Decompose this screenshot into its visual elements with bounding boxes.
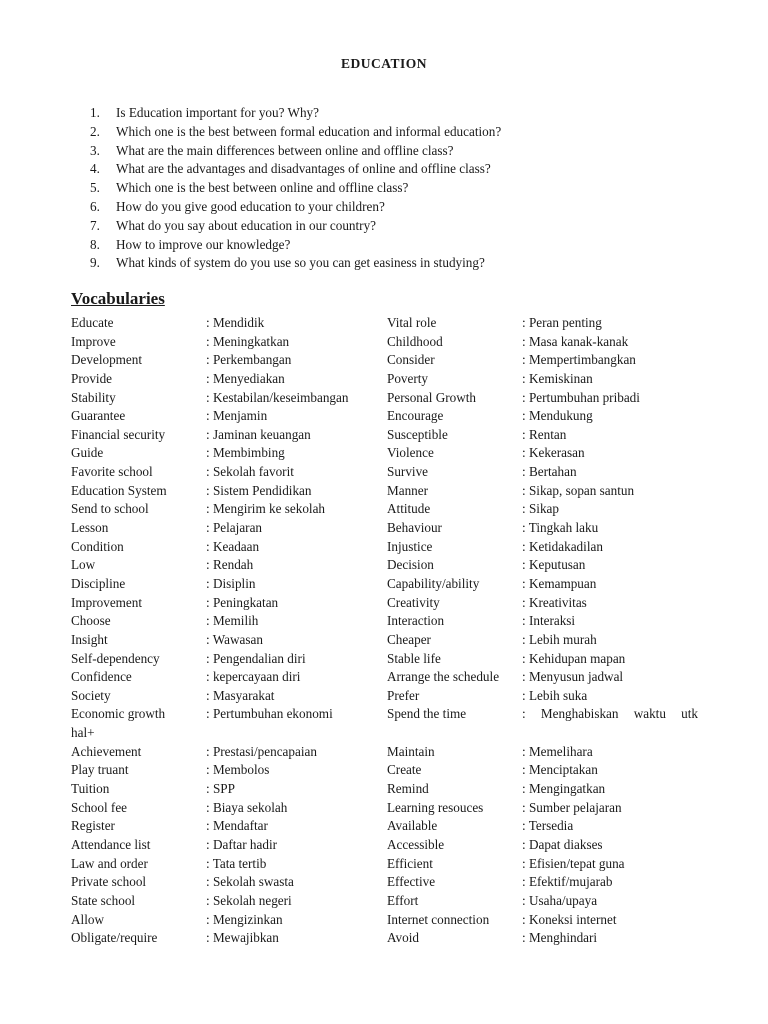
vocab-word: Available [387,818,438,834]
vocab-meaning: : Prestasi/pencapaian [206,743,317,759]
vocab-meaning: : Mendaftar [206,818,268,834]
question-item [90,198,501,217]
vocab-meaning: : Interaksi [522,613,576,629]
vocab-row [71,780,702,799]
vocab-row [71,817,702,836]
question-text: What are the advantages and disadvantages of online and offline class? [116,161,491,177]
vocab-word: Provide [71,370,113,386]
vocab-word: Effort [387,892,419,908]
vocab-row [71,314,702,333]
question-item [90,236,501,255]
vocab-word: Education System [71,482,167,498]
question-text: Is Education important for you? Why? [116,105,320,120]
vocab-word: Financial security [71,426,166,442]
vocab-word: Guarantee [71,408,126,424]
vocab-meaning: : Keadaan [206,538,260,554]
question-text: Which one is the best between formal education and informal education? [116,123,502,139]
vocab-row [71,892,702,911]
question-number: 8. [90,236,100,252]
vocab-word: Achievement [71,743,142,759]
vocab-meaning: : Sistem Pendidikan [206,482,312,498]
vocab-meaning: : Perkembangan [206,352,292,368]
vocab-row [71,650,702,669]
vocab-word: Efficient [387,855,433,871]
vocab-meaning: : Rendah [206,557,254,573]
vocab-meaning: : Meningkatkan [206,333,290,349]
vocab-meaning: : Membimbing [206,445,285,461]
vocab-meaning-continuation: hal+ [71,725,95,741]
vocab-word: Violence [387,445,434,461]
vocab-row [71,855,702,874]
vocab-word: Discipline [71,575,126,591]
vocab-meaning: : Pengendalian diri [206,650,306,666]
question-item [90,104,501,123]
question-text: What are the main differences between online and offline class? [116,142,454,158]
vocab-word: Spend the time [387,706,467,722]
vocab-word: Private school [71,874,147,890]
vocab-row [71,333,702,352]
vocab-row [71,911,702,930]
vocab-row [71,631,702,650]
vocab-row [71,370,702,389]
vocab-meaning: : Kemampuan [522,575,597,591]
vocab-word: Manner [387,482,429,498]
question-number: 4. [90,161,100,177]
vocab-word: Confidence [71,669,132,685]
vocab-word: Development [71,352,143,368]
vocab-meaning: : Sekolah favorit [206,464,294,480]
vocab-meaning: : Ketidakadilan [522,538,603,554]
vocab-meaning: : Masyarakat [206,687,275,703]
vocab-meaning: : Usaha/upaya [522,892,598,908]
vocab-meaning-word: Menghabiskan [540,706,619,722]
vocab-row [71,519,702,538]
vocab-row [71,538,702,557]
vocab-meaning: : Sekolah negeri [206,892,292,908]
vocab-meaning: : Tersedia [522,818,574,834]
vocab-meaning: : Tingkah laku [522,520,599,536]
vocab-row [71,799,702,818]
vocab-meaning: : Kemiskinan [522,370,593,386]
vocab-word: Favorite school [71,464,153,480]
vocab-meaning: : Efisien/tepat guna [522,855,625,871]
vocab-meaning: : Sumber pelajaran [522,799,622,815]
vocab-word: Improvement [71,594,143,610]
vocab-meaning: : Mendidik [206,315,265,330]
vocab-row [71,612,702,631]
vocab-word: Attendance list [71,836,151,852]
question-number: 9. [90,255,100,271]
vocab-word: Avoid [387,930,419,946]
vocab-meaning: : Kekerasan [522,445,585,461]
vocab-word: Injustice [387,538,433,554]
vocab-word: Cheaper [387,631,431,647]
vocab-meaning: : Peran penting [522,315,602,330]
vocab-word: Internet connection [387,911,490,927]
vocab-row [71,556,702,575]
vocab-meaning: : Keputusan [522,557,586,573]
vocab-meaning: : Menciptakan [522,762,598,778]
vocab-meaning: : Pertumbuhan pribadi [522,389,640,405]
vocab-word: Remind [387,781,429,797]
vocab-row [71,687,702,706]
vocab-meaning: : Sekolah swasta [206,874,294,890]
vocab-word: Tuition [71,781,110,797]
document-title: EDUCATION [340,56,427,71]
vocab-meaning: : Koneksi internet [522,911,617,927]
question-item [90,254,501,273]
vocab-word: Obligate/require [71,930,158,946]
vocab-meaning-word: : [522,706,526,722]
vocab-word: Poverty [387,370,429,386]
question-item [90,142,501,161]
vocab-meaning: : Efektif/mujarab [522,874,613,890]
vocab-word: Low [71,557,96,573]
vocab-meaning: : Mendukung [522,408,593,424]
vocab-meaning: : Kehidupan mapan [522,650,626,666]
vocab-meaning: : Tata tertib [206,855,267,871]
vocab-meaning-word: waktu [633,706,666,722]
vocab-word: Encourage [387,408,444,424]
vocab-meaning: : Pelajaran [206,520,263,536]
vocab-word: Stable life [387,650,441,666]
question-number: 6. [90,198,100,214]
vocab-row [71,594,702,613]
vocab-meaning: : kepercayaan diri [206,669,301,685]
vocab-meaning: : Disiplin [206,575,256,591]
vocab-meaning: : Masa kanak-kanak [522,333,629,349]
question-text: What kinds of system do you use so you can get easiness in studying? [116,255,485,271]
vocab-row [71,407,702,426]
vocab-meaning: : Jaminan keuangan [206,426,311,442]
vocab-meaning: : Daftar hadir [206,836,278,852]
vocab-word: Maintain [387,743,435,759]
vocab-word: Susceptible [387,426,448,442]
vocab-word: Survive [387,464,429,480]
vocab-heading: Vocabularies [71,289,165,308]
vocab-word: Society [71,687,111,703]
vocab-meaning: : SPP [206,781,235,797]
question-number: 7. [90,217,100,233]
vocab-word: Vital role [387,315,437,330]
vocab-word: Arrange the schedule [387,669,500,685]
vocab-row [71,463,702,482]
vocab-meaning: : Kestabilan/keseimbangan [206,389,349,405]
vocab-word: State school [71,892,136,908]
vocab-word: Effective [387,874,436,890]
vocab-row [71,836,702,855]
vocab-meaning-word: utk [681,706,698,722]
vocab-word: Self-dependency [71,650,160,666]
vocab-row [71,929,702,948]
vocab-word: Create [387,762,422,778]
vocab-meaning: : Mewajibkan [206,930,279,946]
vocab-row [71,500,702,519]
vocab-meaning: : Peningkatan [206,594,279,610]
question-text: What do you say about education in our country? [116,217,377,233]
vocab-word: Send to school [71,501,149,517]
question-text: Which one is the best between online and offline class? [116,180,409,196]
vocab-word: Lesson [71,520,109,536]
vocab-meaning: : Menghindari [522,930,598,946]
vocab-meaning: : Memelihara [522,743,593,759]
vocab-meaning: : Mengirim ke sekolah [206,501,326,517]
vocab-word: Play truant [71,762,129,778]
vocab-word: Law and order [71,855,148,871]
vocab-row [71,426,702,445]
vocab-word: Interaction [387,613,445,629]
vocab-meaning: : Bertahan [522,464,577,480]
vocab-meaning: : Menyediakan [206,370,285,386]
vocab-word: Improve [71,333,116,349]
question-number: 2. [90,123,100,139]
vocab-meaning: : Mengizinkan [206,911,283,927]
vocab-row [71,743,702,762]
vocab-word: Personal Growth [387,389,477,405]
vocab-table [71,314,702,948]
vocab-row [71,575,702,594]
vocab-row [71,761,702,780]
vocab-meaning: : Membolos [206,762,270,778]
question-number: 1. [90,105,100,120]
vocab-word: School fee [71,799,128,815]
vocab-row [71,351,702,370]
vocab-word: Allow [71,911,104,927]
vocab-word: Creativity [387,594,440,610]
vocab-word: Consider [387,352,435,368]
vocab-word: Condition [71,538,124,554]
vocab-meaning: : Lebih murah [522,631,597,647]
vocab-row [71,668,702,687]
vocab-row [71,482,702,501]
vocab-meaning: : Sikap, sopan santun [522,482,635,498]
vocab-meaning: : Mempertimbangkan [522,352,636,368]
vocab-meaning: : Menjamin [206,408,268,424]
vocab-word: Accessible [387,836,445,852]
vocab-word: Guide [71,445,104,461]
question-text: How do you give good education to your children? [116,198,385,214]
question-item [90,217,501,236]
vocab-word: Insight [71,631,108,647]
vocab-meaning: : Sikap [522,501,559,517]
vocab-meaning: : Lebih suka [522,687,588,703]
vocab-word: Educate [71,315,114,330]
vocab-meaning: : Menyusun jadwal [522,669,624,685]
vocab-word: Register [71,818,115,834]
question-item [90,179,501,198]
vocab-row [71,389,702,408]
vocab-meaning: : Wawasan [206,631,263,647]
vocab-word: Childhood [387,333,443,349]
question-number: 3. [90,142,100,158]
vocab-row [71,444,702,463]
vocab-word: Learning resouces [387,799,484,815]
vocab-word: Economic growth [71,706,166,722]
vocab-word: Choose [71,613,111,629]
question-item [90,160,501,179]
vocab-meaning: : Dapat diakses [522,836,603,852]
question-item [90,123,501,142]
question-list [90,104,501,273]
vocab-meaning: : Pertumbuhan ekonomi [206,706,333,722]
vocab-word: Decision [387,557,434,573]
question-text: How to improve our knowledge? [116,236,291,252]
vocab-word: Stability [71,389,116,405]
vocab-meaning: : Kreativitas [522,594,587,610]
vocab-row [71,873,702,892]
question-number: 5. [90,180,100,196]
vocab-word: Attitude [387,501,431,517]
vocab-meaning: : Memilih [206,613,259,629]
vocab-word: Capability/ability [387,575,480,591]
vocab-word: Prefer [387,687,420,703]
vocab-meaning: : Mengingatkan [522,781,606,797]
vocab-meaning: : Rentan [522,426,567,442]
vocab-meaning: : Biaya sekolah [206,799,288,815]
vocab-word: Behaviour [387,520,442,536]
